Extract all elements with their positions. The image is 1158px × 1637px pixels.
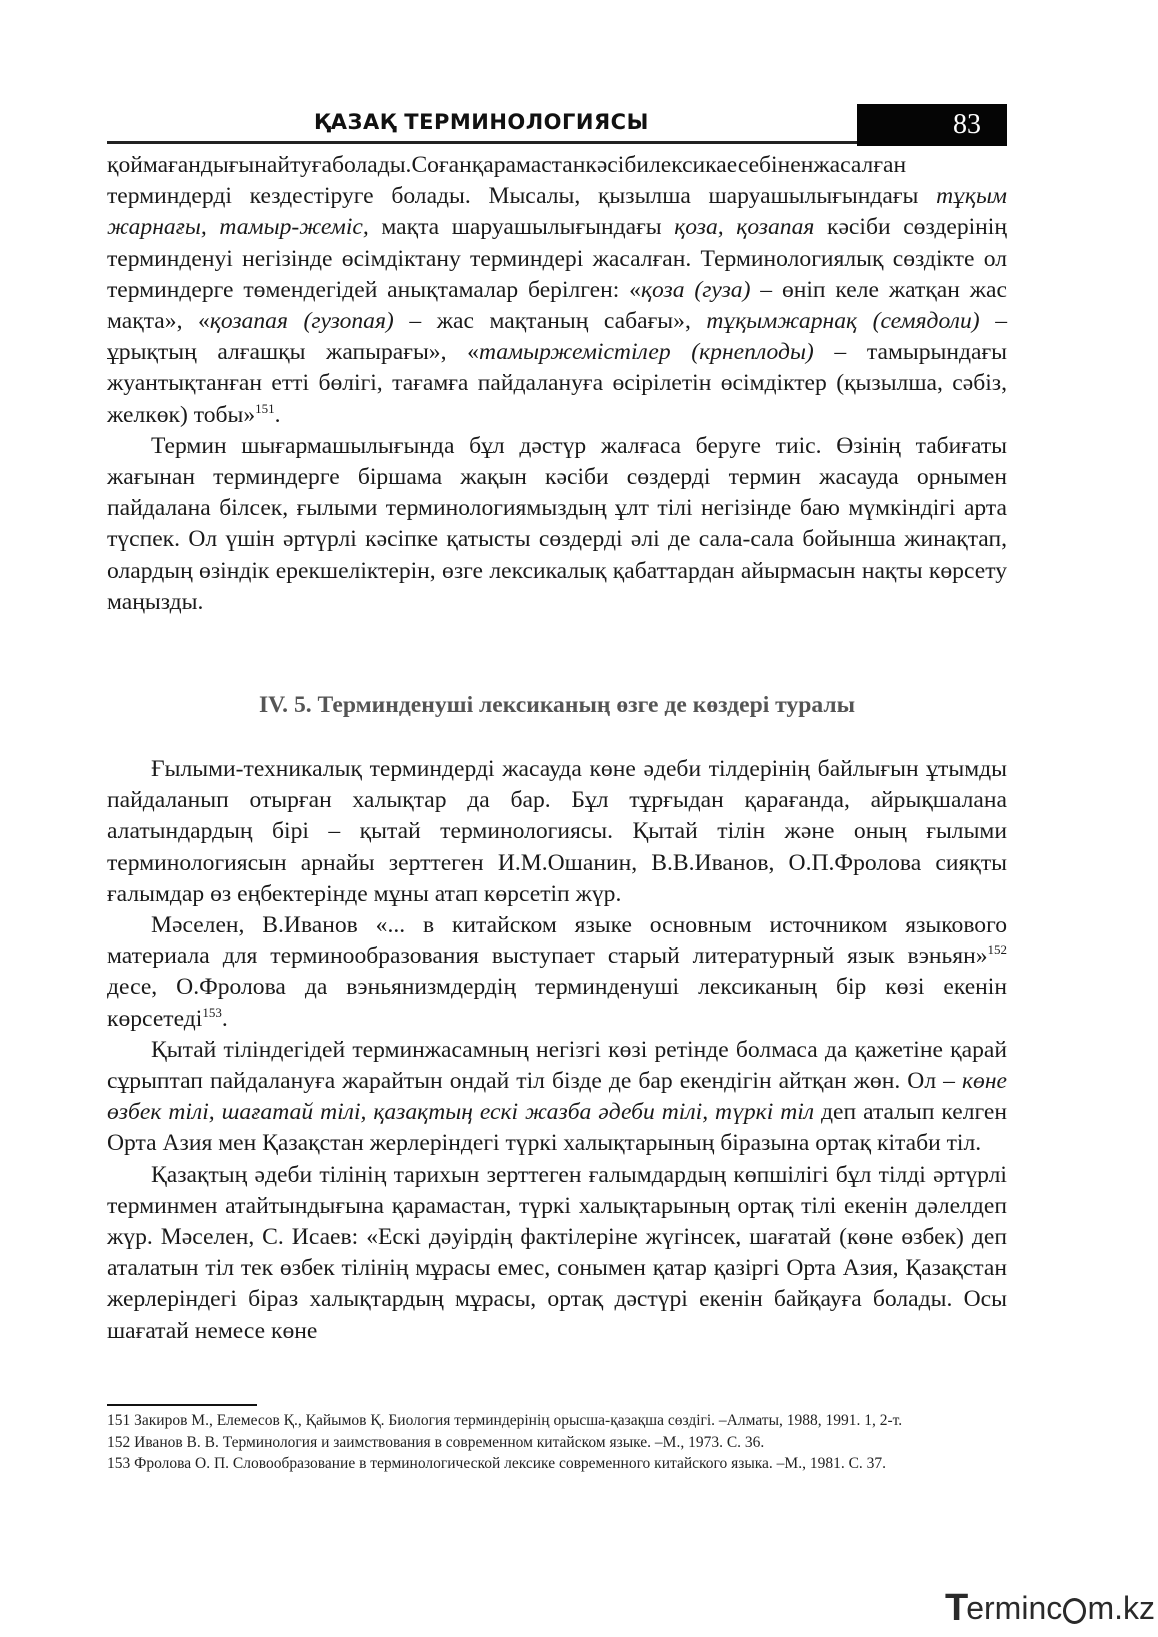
paragraph-5: Қытай тіліндегідей терминжасамның негізгі көзі ретінде болмаса да қажетіне қарай сұрыптап пайдалануға жарайтын ондай тіл бізде де бар екендігін айтқан жөн. Ол – көне өзбек тілі, шағатай тілі, қазақтың ескі жазба әдеби тілі, түркі тіл деп аталып келген Орта Азия мен Қазақстан жерлеріндегі түркі халықтарының біразына ортақ кітаби тіл. xyxy=(107,1036,1008,1157)
page-number: 83 xyxy=(857,104,1007,146)
paragraph-3: Ғылыми-техникалық терминдерді жасауда көне әдеби тілдерінің байлығын ұтымды пайдаланып отырған халықтар да бар. Бұл тұрғыдан қарағанда, айрықшалана алатындардың бірі – қытай терминологиясы. Қытай тілін және оның ғылыми терминологиясын арнайы зерттеген И.М.Ошанин, В.В.Иванов, О.П.Фролова сияқты ғалымдар өз еңбектерінде мұны атап көрсетіп жүр. xyxy=(107,756,1007,907)
footnote-ref-151: 151 xyxy=(255,400,275,416)
footnote-rule xyxy=(107,1404,257,1406)
running-header-title: ҚАЗАҚ ТЕРМИНОЛОГИЯСЫ xyxy=(314,110,649,134)
circle-o-icon xyxy=(1063,1598,1086,1624)
paragraph-2: Термин шығармашылығында бұл дәстүр жалғаса беруге тиіс. Өзінің табиғаты жағынан терминдерге біршама жақын кәсіби сөздерді термин жасауда орнымен пайдалана білсек, ғылыми терминологиямыздың ұлт тілі негізінде баю мүмкіндігі арта түспек. Ол үшін әртүрлі кәсіпке қатысты сөздерді әлі де сала-сала бойынша жинақтап, олардың өзіндік ерекшеліктерін, өзге лексикалық қабаттардан айырмасын нақты көрсету маңызды. xyxy=(107,432,1007,615)
paragraph-1: қоймағандығынайтуғаболады.Соғанқарамастанкәсібилексикаесебіненжасалған терминдерді кездестіруге болады. Мысалы, қызылша шаруашылығындағы тұқым жарнағы, тамыр-жеміс, мақта шаруашылығындағы қоза, қозапая кәсіби сөздерінің терминденуі негізінде өсімдіктану терминдері жасалған. Терминологиялық сөздікте ол терминдерге төмендегідей анықтамалар берілген: «қоза (гуза) – өніп келе жатқан жас мақта», «қозапая (гузопая) – жас мақтаның сабағы», тұқымжарнақ (семядоли) – ұрықтың алғашқы жапырағы», «тамыржемістілер (крнеплоды) – тамырындағы жуантықтанған етті бөлігі, тағамға пайдалануға өсірілетін өсімдіктер (қызылша, сәбіз, желкөк) тобы»$^{151}$. xyxy=(107,152,1008,428)
termincom-logo: T erminc m.kz xyxy=(945,1586,1155,1629)
body-text-bottom xyxy=(107,754,1007,1347)
footnotes xyxy=(107,1410,1007,1475)
footnote-152: 152 Иванов В. В. Терминология и заимствования в современном китайском языке. –М., 1973. С. 36. xyxy=(107,1433,765,1451)
header-rule xyxy=(107,141,857,144)
paragraph-6: Қазақтың әдеби тілінің тарихын зерттеген ғалымдардың көпшілігі бұл тілді әртүрлі терминмен атайтындығына қарамастан, түркі халықтарының ортақ тілі екенін дәлелдеп жүр. Мәселен, С. Исаев: «Ескі дәуірдің фактілеріне жүгінсек, шағатай (көне өзбек) деп аталатын тіл тек өзбек тілінің мұрасы емес, сонымен қатар қазіргі Орта Азия, Қазақстан жерлеріндегі біраз халықтардың мұрасы, ортақ дәстүрі екенін байқауға болады. Осы шағатай немесе көне xyxy=(107,1161,1007,1344)
footnote-ref-153: 153 xyxy=(202,1004,222,1020)
footnote-151: 151 Закиров М., Елемесов Қ., Қайымов Қ. Биология терминдерінің орысша-қазақша сөздігі. –Алматы, 1988, 1991. 1, 2-т. xyxy=(107,1412,903,1429)
body-text-top xyxy=(107,150,1007,618)
footnote-ref-152: 152 xyxy=(987,942,1007,958)
footnote-153: 153 Фролова О. П. Словообразование в терминологической лексике современного китайского языка. –М., 1981. С. 37. xyxy=(107,1455,887,1472)
paragraph-4: Мәселен, В.Иванов «... в китайском языке основным источником языкового материала для терминообразования выступает старый литературный язык вэньян»$^{152}$ десе, О.Фролова да вэньянизмдердің терминденуші лексиканың бір көзі екенін көрсетеді$^{153}$. xyxy=(107,912,1007,1032)
running-header xyxy=(107,104,1007,146)
section-heading: IV. 5. Терминденуші лексиканың өзге де көздері туралы xyxy=(258,692,856,718)
